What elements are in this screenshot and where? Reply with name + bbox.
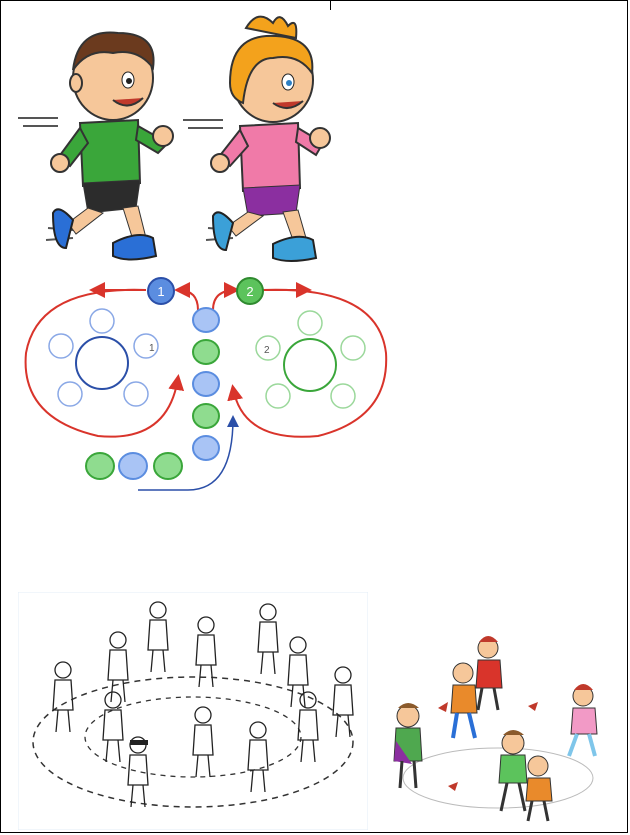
start-left-label: 1 [157, 284, 165, 299]
player-queue [86, 308, 219, 479]
game-diagram [18, 268, 390, 496]
boy-figure [51, 32, 173, 259]
right-circle-group [256, 311, 365, 408]
girl-figure [211, 17, 330, 261]
playing-kids-illustration [378, 628, 618, 828]
left-small-label: 1 [149, 343, 155, 354]
running-kids-illustration [18, 8, 338, 266]
circle-game-sketch [18, 592, 368, 830]
start-node-1 [148, 278, 174, 304]
start-right-label: 2 [246, 284, 254, 299]
start-node-2 [237, 278, 263, 304]
right-small-label: 2 [264, 345, 270, 356]
left-circle-group [49, 309, 158, 406]
